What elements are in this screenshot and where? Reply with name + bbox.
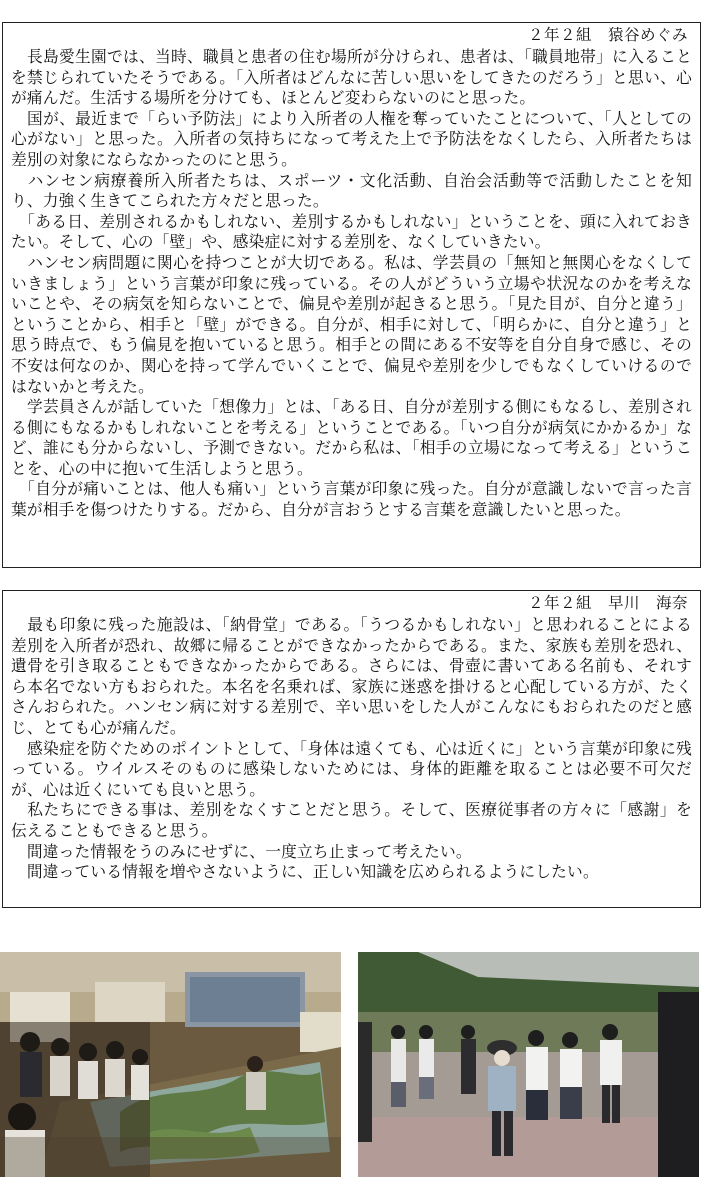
essay-paragraph: 「自分が痛いことは、他人も痛い」という言葉が印象に残った。自分が意識しないで言った言葉が相手を傷つけたりする。だから、自分が言おうとする言葉を意識したいと思った。 — [11, 479, 692, 520]
essay-paragraph: ハンセン病問題に関心を持つことが大切である。私は、学芸員の「無知と無関心をなくしていきましょう」という言葉が印象に残っている。その人がどういう立場や状況なのかを考えないことや、その病気を知らないことで、偏見や差別が起きると思う。「見た目が、自分と違う」ということから、相手と「壁」ができる。自分が、相手に対して、「明らかに、自分と違う」と思う時点で、もう偏見を抱いていると思う。相手との間にある不安等を自分自身で感じ、その不安は何なのか、関心を持って学んでいくことで、偏見や差別を少しでもなくしていけるのではないかと考えた。 — [11, 252, 692, 396]
essay-box-1 — [2, 22, 701, 568]
essay-byline: ２年２組 猿谷めぐみ — [527, 26, 688, 44]
essay-paragraph: ハンセン病療養所入所者たちは、スポーツ・文化活動、自治会活動等で活動したことを知り、力強く生きてこられた方々だと思った。 — [11, 170, 692, 211]
essay-paragraph: 国が、最近まで「らい予防法」により入所者の人権を奪っていたことについて、「人としての心がない」と思った。入所者の気持ちになって考えた上で予防法をなくしたら、入所者たちは差別の対象にならなかったのにと思う。 — [11, 108, 692, 169]
essay-paragraph: 「ある日、差別されるかもしれない、差別するかもしれない」ということを、頭に入れておきたい。そして、心の「壁」や、感染症に対する差別を、なくしていきたい。 — [11, 211, 692, 252]
essay-byline: ２年２組 早川 海奈 — [527, 594, 688, 612]
essay-box-2 — [2, 590, 701, 908]
museum-diorama-photo — [0, 952, 341, 1177]
essay-paragraph: 感染症を防ぐためのポイントとして、「身体は遠くても、心は近くに」という言葉が印象に残っている。ウイルスそのものに感染しないためには、身体的距離を取ることは必要不可欠だが、心は近くにいても良いと思う。 — [11, 738, 692, 799]
students-outdoor-photo — [358, 952, 699, 1177]
essay-paragraph: 間違っている情報を増やさないように、正しい知識を広められるようにしたい。 — [11, 862, 599, 882]
essay-paragraph: 私たちにできる事は、差別をなくすことだと思う。そして、医療従事者の方々に「感謝」を伝えることもできると思う。 — [11, 800, 692, 840]
essay-paragraph: 間違った情報をうのみにせずに、一度立ち止まって考えたい。 — [11, 841, 472, 861]
essay-paragraph: 長島愛生園では、当時、職員と患者の住む場所が分けられ、患者は、「職員地帯」に入ることを禁じられていたそうである。「入所者はどんなに苦しい思いをしてきたのだろう」と思い、心が痛んだ。生活する場所を分けても、ほとんど変わらないのにと思った。 — [11, 47, 692, 108]
essay-paragraph: 最も印象に残った施設は、「納骨堂」である。「うつるかもしれない」と思われることによる差別を入所者が恐れ、故郷に帰ることができなかったからである。また、家族も差別を恐れ、遺骨を引き取ることもできなかったからである。さらには、骨壺に書いてある名前も、それすら本名でない方もおられた。本名を名乗れば、家族に迷惑を掛けると心配している方が、たくさんおられた。ハンセン病に対する差別で、辛い思いをした人がこんなにもおられたのだと感じ、とても心が痛んだ。 — [11, 615, 692, 737]
essay-paragraph: 学芸員さんが話していた「想像力」とは、「ある日、自分が差別する側にもなるし、差別される側にもなるかもしれないことを考える」ということである。「いつ自分が病気にかかるか」など、誰にも分からないし、予測できない。だから私は、「相手の立場になって考える」ということを、心の中に抱いて生活しようと思う。 — [11, 397, 692, 478]
